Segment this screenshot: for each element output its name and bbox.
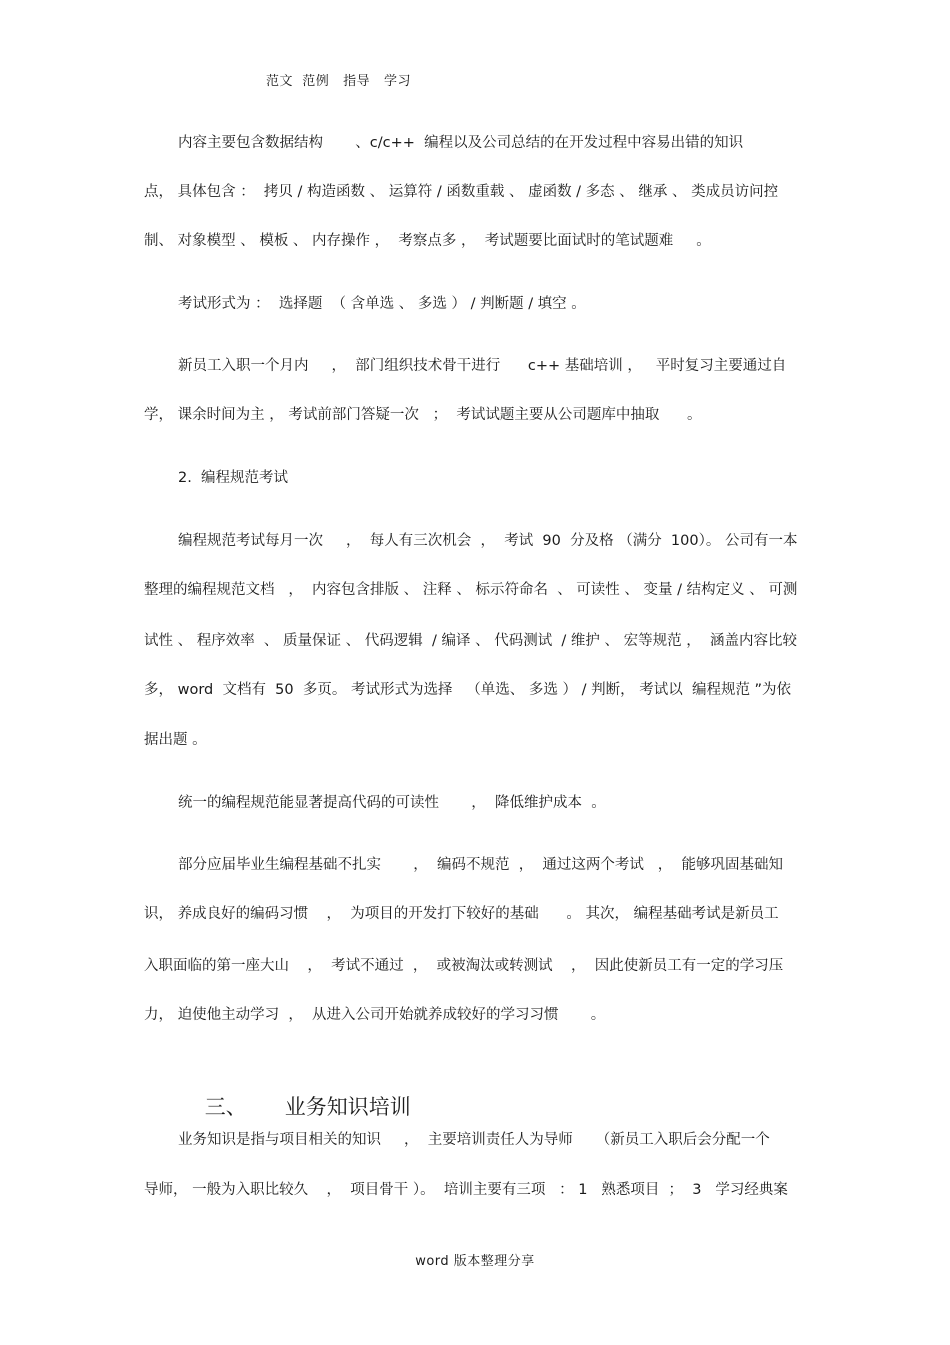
paragraph-line: 导师， 一般为入职比较久 ， 项目骨干 ）。 培训主要有三项 ： 1 熟悉项目 ； 3 学习经典案: [144, 1182, 788, 1198]
page-header: 范文 范例 指导 学习: [266, 74, 412, 89]
paragraph-line: 学， 课余时间为主 ， 考试前部门答疑一次 ； 考试试题主要从公司题库中抽取 。: [144, 407, 702, 423]
paragraph-line: 试性 、 程序效率 、 质量保证 、 代码逻辑 / 编译 、 代码测试 / 维护 、 宏等规范 ， 涵盖内容比较: [144, 633, 797, 649]
paragraph-line: 入职面临的第一座大山 ， 考试不通过 ， 或被淘汰或转测试 ， 因此使新员工有一定的学习压: [144, 958, 784, 974]
paragraph-line: 制、 对象模型 、 模板 、 内存操作 ， 考察点多 ， 考试题要比面试时的笔试题难 。: [144, 233, 711, 249]
paragraph-line: 点， 具体包含 ： 拷贝 / 构造函数 、 运算符 / 函数重载 、 虚函数 / 多态 、 继承 、 类成员访问控: [144, 184, 779, 200]
paragraph-line: 据出题 。: [144, 732, 207, 748]
paragraph-line: 部分应届毕业生编程基础不扎实 ， 编码不规范 ， 通过这两个考试 ， 能够巩固基础知: [178, 857, 783, 873]
page-footer: word 版本整理分享: [415, 1254, 535, 1269]
subsection-heading: 2. 编程规范考试: [178, 470, 289, 486]
paragraph-line: 多， word 文档有 50 多页。 考试形式为选择 （单选、 多选 ） / 判断， 考试以 编程规范 ”为依: [144, 682, 792, 698]
paragraph-line: 整理的编程规范文档 ， 内容包含排版 、 注释 、 标示符命名 、 可读性 、 变量 / 结构定义 、 可测: [144, 582, 798, 598]
paragraph-line: 力， 迫使他主动学习 ， 从进入公司开始就养成较好的学习习惯 。: [144, 1007, 606, 1023]
paragraph-line: 新员工入职一个月内 ， 部门组织技术骨干进行 c++ 基础培训 ， 平时复习主要通过自: [178, 358, 787, 374]
paragraph-line: 识， 养成良好的编码习惯 ， 为项目的开发打下较好的基础 。 其次， 编程基础考试是新员工: [144, 906, 779, 922]
paragraph-line: 统一的编程规范能显著提高代码的可读性 ， 降低维护成本 。: [178, 795, 606, 811]
section-title: 业务知识培训: [284, 1095, 411, 1119]
paragraph-line: 业务知识是指与项目相关的知识 ， 主要培训责任人为导师 （新员工入职后会分配一个: [178, 1132, 770, 1148]
section-number: 三、: [204, 1095, 247, 1119]
paragraph-line: 考试形式为 ： 选择题 （ 含单选 、 多选 ） / 判断题 / 填空 。: [178, 296, 586, 312]
paragraph-line: 编程规范考试每月一次 ， 每人有三次机会 ， 考试 90 分及格 （满分 100）。 公司有一本: [178, 533, 798, 549]
paragraph-line: 内容主要包含数据结构 、c/c++ 编程以及公司总结的在开发过程中容易出错的知识: [178, 135, 744, 151]
